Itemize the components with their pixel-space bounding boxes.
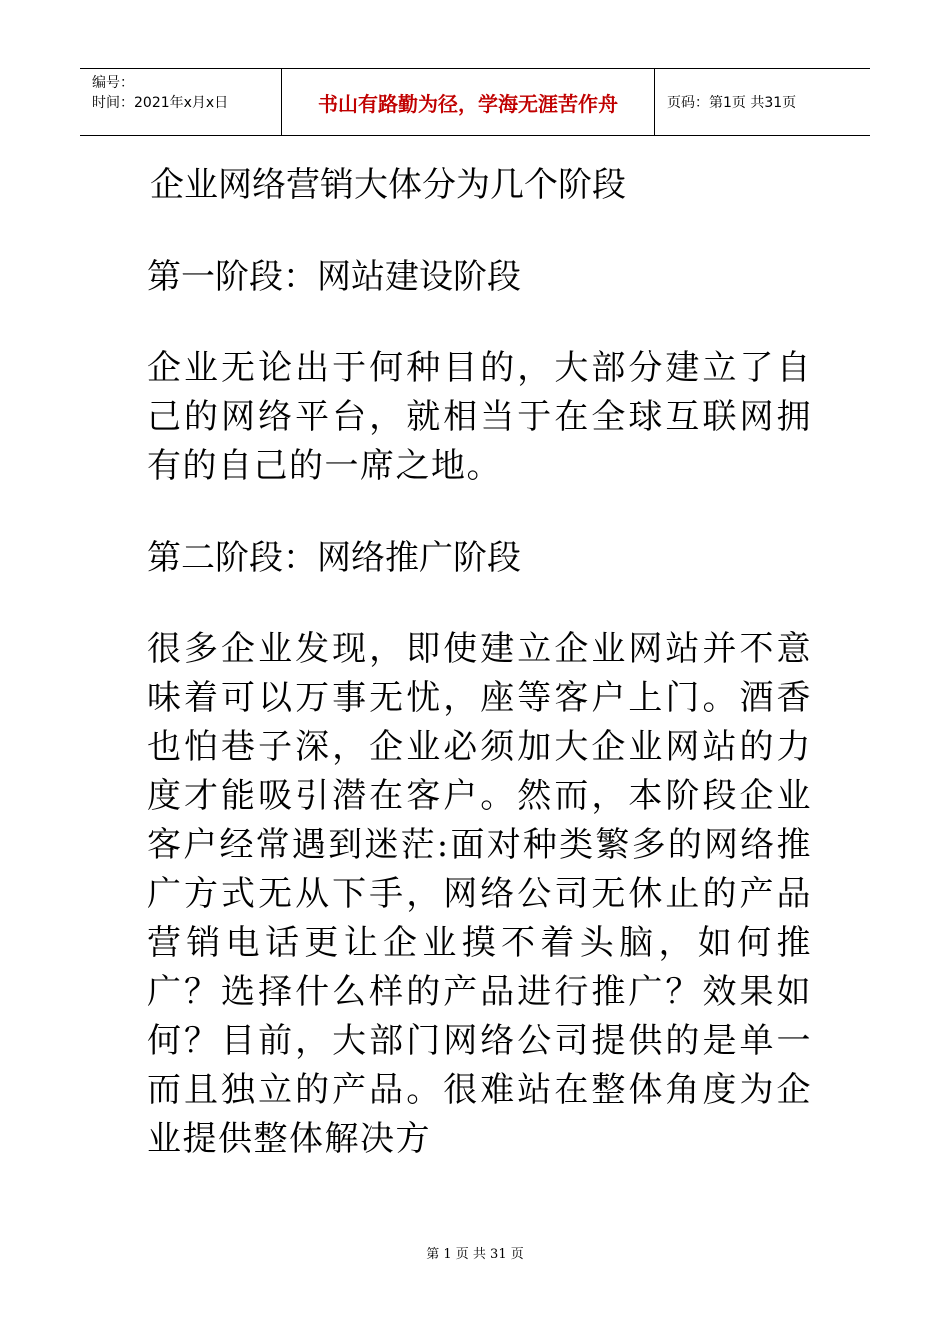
section-paragraph-2: 很多企业发现，即使建立企业网站并不意味着可以万事无忧，座等客户上门。酒香也怕巷子深，企业必须加大企业网站的力度才能吸引潜在客户。然而，本阶段企业客户经常遇到迷茫:面对种类繁多的网络推广方式无从下手，网络公司无休止的产品营销电话更让企业摸不着头脑，如何推广？选择什么样的产品进行推广？效果如何？目前，大部门网络公司提供的是单一而且独立的产品。很难站在整体角度为企业提供整体解决方 <box>147 629 812 1159</box>
section-heading-1: 第一阶段：网站建设阶段 <box>147 257 521 297</box>
section-heading-2: 第二阶段：网络推广阶段 <box>147 538 521 578</box>
header-number-label: 编号： <box>92 75 134 91</box>
page-header <box>80 68 870 136</box>
header-meta-cell <box>80 69 282 135</box>
document-body <box>147 160 812 1164</box>
page-footer: 第 1 页 共 31 页 <box>426 1247 524 1262</box>
section-paragraph-1: 企业无论出于何种目的，大部分建立了自己的网络平台，就相当于在全球互联网拥有的自己的一席之地。 <box>147 348 812 486</box>
header-motto: 书山有路勤为径，学海无涯苦作舟 <box>282 69 655 135</box>
header-date-label: 时间：2021年x月x日 <box>92 95 229 111</box>
header-page-info: 页码：第1页 共31页 <box>667 95 797 111</box>
document-title: 企业网络营销大体分为几个阶段 <box>150 165 626 205</box>
